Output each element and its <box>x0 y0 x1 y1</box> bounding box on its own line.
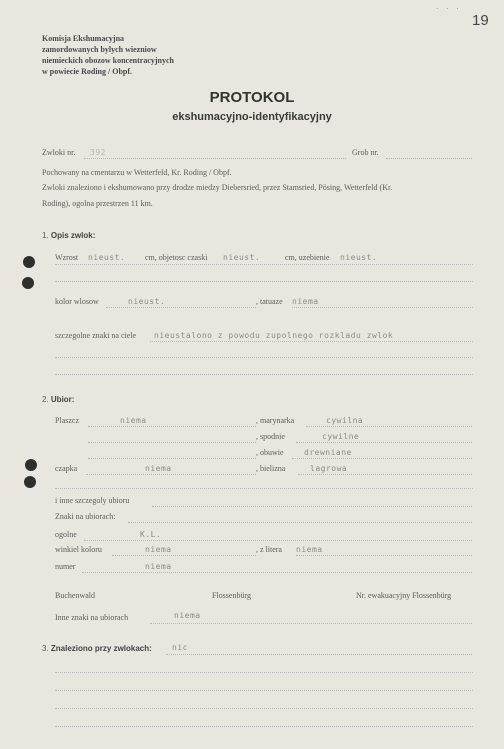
wzrost-value: nieust. <box>88 253 126 262</box>
kolor-line <box>106 307 256 308</box>
inne-znaki-label: Inne znaki na ubiorach <box>55 613 129 622</box>
punch-hole-1 <box>23 256 35 268</box>
wzrost-line <box>55 264 473 265</box>
section-1-number: 1. <box>42 231 49 240</box>
blank-line-7 <box>55 708 473 709</box>
szczegolne-line <box>150 341 473 342</box>
blank-line-3 <box>55 374 473 375</box>
inne-znaki-value: niema <box>174 611 201 620</box>
blank-line-6 <box>55 690 473 691</box>
org-header-line-2: zamordowanych bylych wiezniow <box>42 45 157 54</box>
marynarka-line <box>306 426 472 427</box>
org-header-line-1: Komisja Ekshumacyjna <box>42 34 125 43</box>
grob-line <box>386 158 472 159</box>
tatuaze-label: , tatuaze <box>256 297 283 306</box>
obuwie-left-line <box>88 458 256 459</box>
czapka-value: niema <box>145 464 172 473</box>
szczegolne-value: nieustalono z powodu zupolnego rozkladu zwlok <box>154 331 394 340</box>
litera-value: niema <box>296 545 323 554</box>
ogolne-value: K.L. <box>140 530 162 539</box>
punch-hole-4 <box>24 476 36 488</box>
org-header-line-3: niemieckich obozow koncentracyjnych <box>42 56 174 65</box>
czapka-line <box>86 474 256 475</box>
szczegolne-label: szczegolne znaki na ciele <box>55 331 137 340</box>
uzebienie-value: nieust. <box>340 253 378 262</box>
znaleziono-text-line-1: Zwloki znaleziono i ekshumowano przy drodze miedzy Diebersried, przez Stamsried, Pösing, Wetterfeld (Kr. <box>42 183 393 192</box>
spodnie-label: , spodnie <box>256 432 285 441</box>
winkiel-label: winkiel koloru <box>55 545 102 554</box>
ogolne-label: ogolne <box>55 530 77 539</box>
zwloki-line <box>84 158 346 159</box>
wzrost-label: Wzrost <box>55 253 79 262</box>
plaszcz-label: Plaszcz <box>55 416 79 425</box>
document-subtitle: ekshumacyjno-identyfikacyjny <box>172 111 332 123</box>
inne-szczegoly-label: i inne szczegoly ubioru <box>55 496 130 505</box>
litera-label: , z litera <box>256 545 282 554</box>
obuwie-label: , obuwie <box>256 448 284 457</box>
pochowany-text: Pochowany na cmentarzu w Wetterfeld, Kr. Roding / Obpf. <box>42 168 232 177</box>
objetosc-label: cm, objetosc czaski <box>145 253 208 262</box>
section-3-heading <box>42 645 152 653</box>
litera-line <box>296 555 472 556</box>
page-number: 19 <box>472 12 489 29</box>
blank-line-8 <box>55 726 473 727</box>
spodnie-line <box>296 442 472 443</box>
uzebienie-label: cm, uzebienie <box>285 253 330 262</box>
ewakuacyjny-label: Nr. ewakuacyjny Flossenbürg <box>356 591 452 600</box>
grob-label: Grob nr. <box>352 148 379 157</box>
winkiel-value: niema <box>145 545 172 554</box>
numer-line <box>82 572 472 573</box>
buchenwald-label: Buchenwald <box>55 591 95 600</box>
blank-line-2 <box>55 357 473 358</box>
marynarka-label: , marynarka <box>256 416 295 425</box>
numer-label: numer <box>55 562 76 571</box>
inne-znaki-line <box>150 623 472 624</box>
kolor-value: nieust. <box>128 297 166 306</box>
section-1-heading <box>42 232 95 240</box>
numer-value: niema <box>145 562 172 571</box>
kolor-label: kolor wlosow <box>55 297 99 306</box>
section-3-number: 3. <box>42 644 49 653</box>
top-marks: · · · <box>436 5 462 13</box>
bielizna-label: , bielizna <box>256 464 286 473</box>
objetosc-value: nieust. <box>223 253 261 262</box>
tatuaze-line <box>292 307 473 308</box>
znaleziono-value: nic <box>172 643 188 652</box>
spodnie-value: cywilne <box>322 432 360 441</box>
org-header-line-4: w powiecie Roding / Obpf. <box>42 67 133 76</box>
blank-line-4 <box>55 488 473 489</box>
section-3-title: Znaleziono przy zwlokach: <box>50 644 152 653</box>
inne-szczegoly-line <box>152 506 472 507</box>
marynarka-value: cywilna <box>326 416 364 425</box>
section-2-title: Ubior: <box>50 395 75 404</box>
punch-hole-2 <box>22 277 34 289</box>
spodnie-left-line <box>88 442 256 443</box>
section-2-heading <box>42 396 74 404</box>
tatuaze-value: niema <box>292 297 319 306</box>
section-1-title: Opis zwlok: <box>50 231 96 240</box>
znaki-label: Znaki na ubiorach: <box>55 512 116 521</box>
blank-line-1 <box>55 281 473 282</box>
plaszcz-line <box>88 426 256 427</box>
bielizna-value: lagrowa <box>310 464 348 473</box>
plaszcz-value: niema <box>120 416 147 425</box>
blank-line-5 <box>55 672 473 673</box>
znaleziono-line <box>166 654 472 655</box>
section-2-number: 2. <box>42 395 49 404</box>
winkiel-line <box>112 555 256 556</box>
punch-hole-3 <box>25 459 37 471</box>
znaki-line <box>128 522 472 523</box>
ogolne-line <box>84 540 472 541</box>
flossenburg-label: Flossenbürg <box>212 591 251 600</box>
znaleziono-text-line-2: Roding), ogolna przestrzen 11 km. <box>42 199 153 208</box>
obuwie-line <box>292 458 472 459</box>
zwloki-label: Zwloki nr. <box>42 148 76 157</box>
zwloki-value: 392 <box>90 148 106 157</box>
document-title: PROTOKOL <box>209 89 295 106</box>
czapka-label: czapka <box>55 464 78 473</box>
obuwie-value: drewniane <box>304 448 352 457</box>
bielizna-line <box>298 474 472 475</box>
